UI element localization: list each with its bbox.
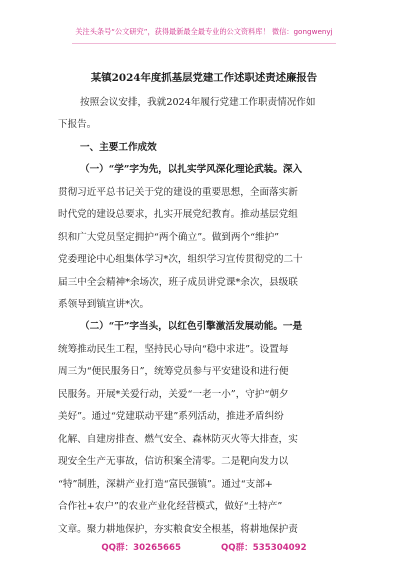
- paragraph-line: 美好”。通过“党建联动平建”系列活动，推进矛盾纠纷: [58, 411, 284, 422]
- footer-contact: [0, 541, 408, 553]
- paragraph-line: 现安全生产无事故，信访积案全清零。二是靶向发力以: [58, 456, 289, 467]
- section-heading: 一、主要工作成效: [80, 142, 157, 153]
- header-divider: [72, 43, 336, 44]
- subsection-heading-line: （二）“干”字当头，以红色引擎激活发展动能。一是: [80, 321, 303, 332]
- paragraph-line: 合作社+农户”的农业产业化经营模式，做好“土特产”: [58, 501, 283, 512]
- footer-qq-group-2: QQ群：535304092: [221, 543, 307, 553]
- paragraph-line: 按照会议安排，我就2024年履行党建工作职责情况作如: [80, 97, 316, 108]
- paragraph-line: 周三为“便民服务日”，统筹党员参与平安建设和进行便: [58, 366, 289, 377]
- document-title: 某镇2024年度抓基层党建工作述职述责述廉报告: [90, 72, 318, 84]
- paragraph-line: 届三中全会精神*余场次，班子成员讲党课*余次，县级联: [58, 277, 298, 288]
- header-banner: 关注头条号“公文研究”，获得最新最全最专业的公文资料库！ 微信：gongwenyj: [75, 27, 333, 36]
- paragraph-line: 统筹推动民生工程，坚持民心导向“稳中求进”。设置每: [58, 344, 289, 355]
- paragraph-line: 织和广大党员坚定拥护“两个确立”。做到两个“维护”: [58, 232, 280, 243]
- paragraph-line: “特”制胜，深耕产业打造“富民强镇”。通过“支部+: [58, 479, 273, 490]
- footer-qq-group-1: QQ群：30265665: [101, 543, 181, 553]
- paragraph-line: 贯彻习近平总书记关于党的建设的重要思想，全面落实新: [58, 187, 298, 198]
- paragraph-line: 时代党的建设总要求，扎实开展党纪教育。推动基层党组: [58, 209, 298, 220]
- paragraph-line: 下报告。: [58, 119, 97, 130]
- paragraph-line: 化解、自建房排查、燃气安全、森林防灭火等大排查，实: [58, 434, 298, 445]
- paragraph-line: 系领导到镇宣讲*次。: [58, 299, 150, 310]
- paragraph-line: 党委理论中心组集体学习*次，组织学习宣传贯彻党的二十: [58, 254, 303, 265]
- paragraph-line: 民服务。开展*关爱行动，关爱“一老一小”，守护“朝夕: [58, 389, 289, 400]
- subsection-heading-line: （一）“学”字为先，以扎实学风深化理论武装。深入: [80, 164, 303, 175]
- paragraph-line: 文章。聚力耕地保护，夯实粮食安全根基，将耕地保护责: [58, 524, 298, 535]
